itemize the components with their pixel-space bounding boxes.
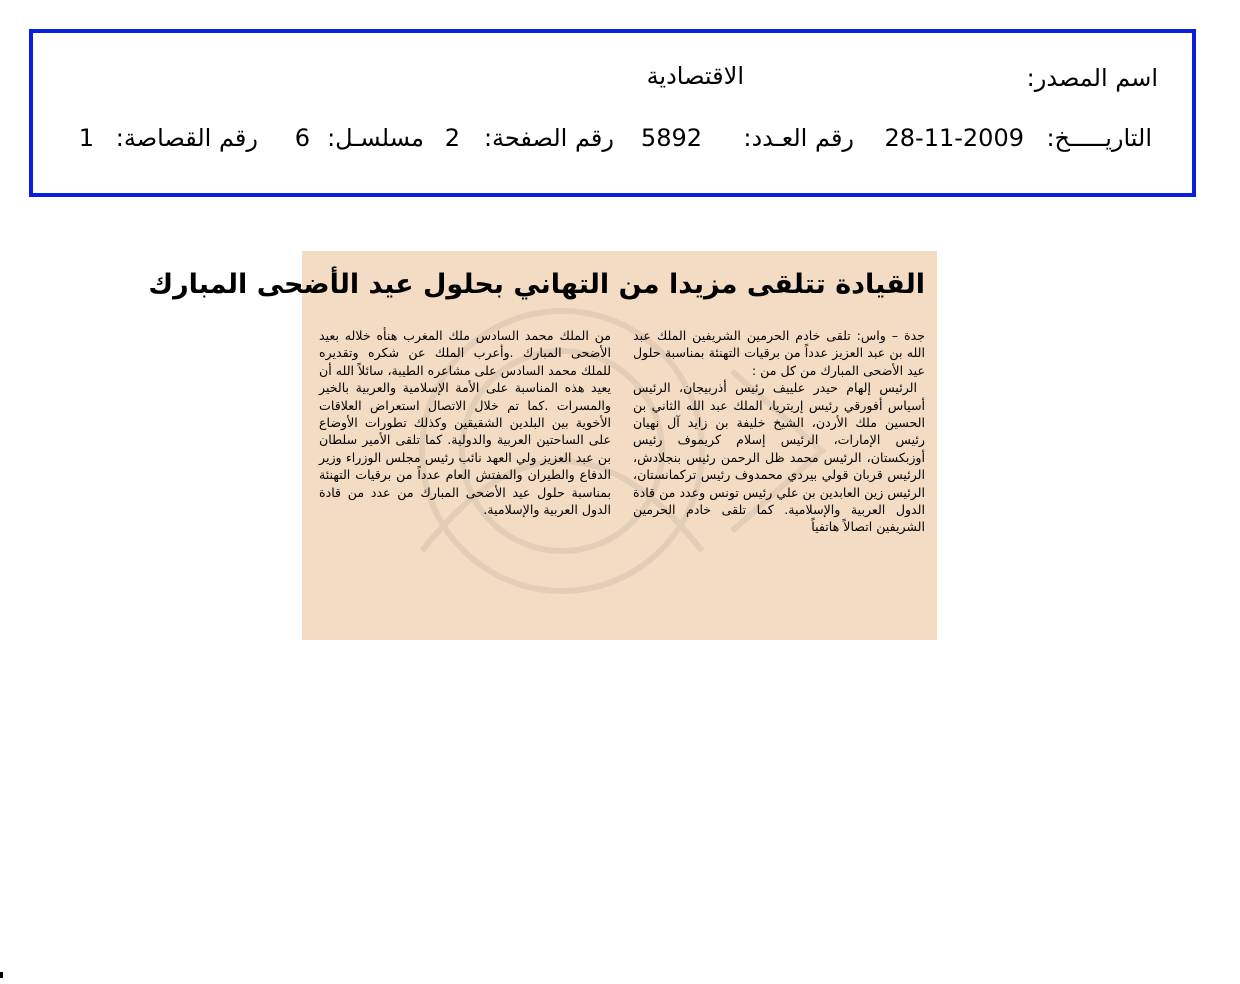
clipping-number-value: 1 [78, 124, 94, 152]
issue-label: رقم العـدد: [743, 124, 854, 152]
article-column-right [633, 327, 925, 536]
article-paragraph: الرئيس إلهام حيدر علييف رئيس أذربيجان، الرئيس أسياس أفورقي رئيس إريتريا، الملك عبد الله الثاني بن الحسين ملك الأردن، الشيخ خليفة بن زايد آل نهيان رئيس الإمارات، الرئيس إسلام كريموف رئيس أوزبكستان، الرئيس محمد ظل الرحمن رئيس بنجلادش، الرئيس قربان قولي بيردي محمدوف رئيس تركمانستان، الرئيس زين العابدين بن علي رئيس تونس وعدد من قادة الدول العربية والإسلامية. كما تلقى خادم الحرمين الشريفين اتصالاً هاتفياً [633, 380, 925, 535]
page-number-value: 2 [444, 124, 460, 152]
article-paragraph: جدة – واس: تلقى خادم الحرمين الشريفين الملك عبد الله بن عبد العزيز عدداً من برقيات التهنئة بمناسبة حلول عيد الأضحى المبارك من كل من : [633, 328, 925, 378]
article-headline: القيادة تتلقى مزيدا من التهاني بحلول عيد الأضحى المبارك [148, 269, 925, 300]
date-value: 28-11-2009 [884, 124, 1024, 152]
scan-mark [0, 972, 3, 978]
issue-value: 5892 [640, 124, 702, 152]
metadata-box [29, 29, 1196, 197]
page-number-label: رقم الصفحة: [483, 124, 614, 152]
article-column-left [319, 327, 611, 518]
serial-value: 6 [294, 124, 310, 152]
source-label: اسم المصدر: [1026, 64, 1158, 92]
article-paragraph: من الملك محمد السادس ملك المغرب هنأه خلاله بعيد الأضحى المبارك .وأعرب الملك عن شكره وتقديره للملك محمد السادس على مشاعره الطيبة، سائلاً الله أن يعيد هذه المناسبة على الأمة الإسلامية والعربية بالخير والمسرات .كما تم خلال الاتصال استعراض العلاقات الأخوية بين البلدين الشقيقين وكذلك تطورات الأوضاع على الساحتين العربية والدولية. كما تلقى الأمير سلطان بن عبد العزيز ولي العهد نائب رئيس مجلس الوزراء وزير الدفاع والطيران والمفتش العام عدداً من برقيات التهنئة بمناسبة حلول عيد الأضحى المبارك من عدد من قادة الدول العربية والإسلامية. [319, 328, 611, 518]
serial-label: مسلسـل: [327, 124, 424, 152]
date-label: التاريـــــخ: [1046, 124, 1152, 152]
newspaper-clipping [148, 251, 937, 640]
clipping-number-label: رقم القصاصة: [115, 124, 258, 152]
source-value: الاقتصادية [646, 62, 744, 90]
